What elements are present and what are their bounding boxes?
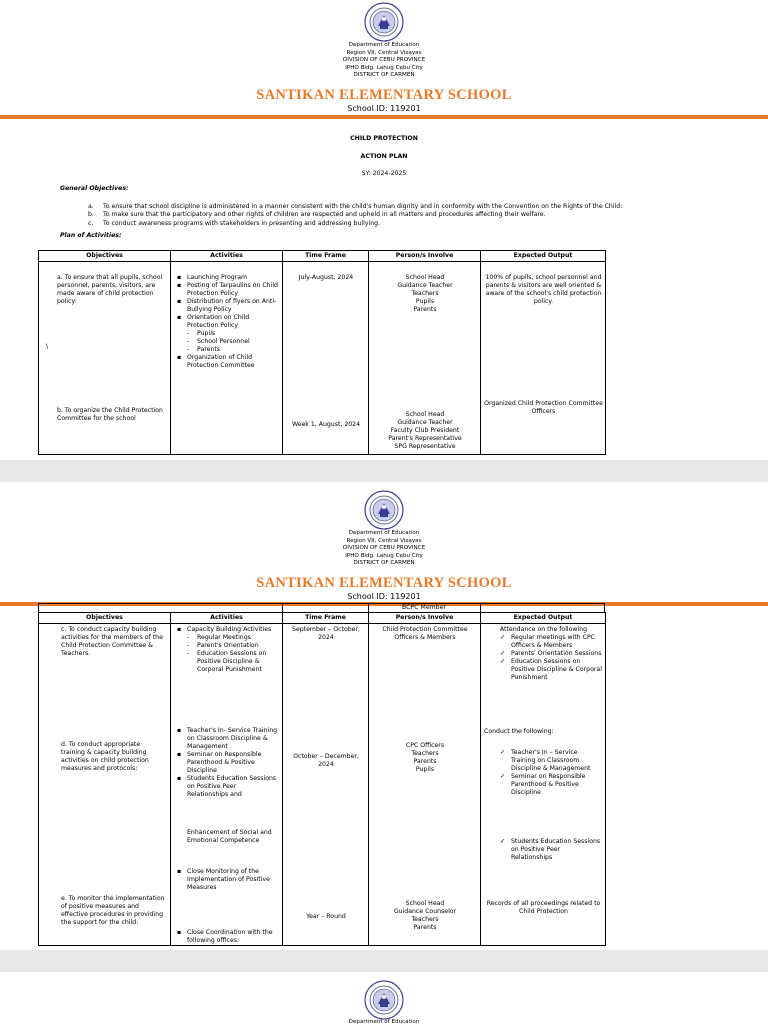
page-separator [0, 460, 768, 482]
col-header-activities: Activities [171, 613, 283, 624]
plan-table-page1 [38, 250, 606, 455]
expected-output-d-list [493, 749, 603, 797]
objective-a: a. To ensure that all pupils, school personnel, parents, visitors, are made aware of child protection policy: [57, 274, 163, 305]
objective-a-mark: a. [88, 203, 94, 210]
person: Parent's Representative [388, 435, 462, 442]
list-item: ▪ Capacity Building Activities [187, 626, 279, 634]
list-item: ▪ Close Coordination with the following offices: [187, 929, 279, 945]
objective-b: b. To organize the Child Protection Committee for the school [57, 407, 163, 422]
agency-line: Department of Education [348, 530, 420, 536]
agency-line: DISTRICT OF CARMEN [353, 72, 415, 79]
list-item: ✓ Education Sessions on Positive Discipline & Corporal Punishment [511, 658, 603, 682]
objective-c-mark: c. [88, 220, 94, 227]
school-id: School ID: 119201 [347, 104, 421, 113]
person: School Head [405, 274, 445, 281]
sub-activity-list [175, 330, 279, 354]
table-row [39, 262, 606, 455]
list-item: ✓ Teacher's In – Service Training on Classroom Discipline & Management [511, 749, 603, 773]
plan-of-activities-label: Plan of Activities: [60, 232, 122, 239]
school-year: SY: 2024-2025 [361, 170, 407, 177]
list-item: - Pupils [197, 330, 279, 338]
col-header-persons: Person/s Involve [369, 613, 481, 624]
agency-line: Region VII, Central Visayas [346, 537, 422, 544]
plan-table-page2 [38, 612, 606, 946]
table-header-row [39, 251, 606, 262]
objective-d: d. To conduct appropriate training & capacity building activities on child protection measures and protocols: [61, 741, 149, 772]
agency-line: IPHO Bldg. Lahug Cebu City [345, 64, 423, 71]
list-item: ▪ Close Monitoring of the Implementation of Positive Measures [187, 868, 279, 892]
list-item: ▪ Posting of Tarpaulins on Child Protection Policy [187, 282, 279, 298]
col-header-time-frame: Time Frame [283, 251, 369, 262]
list-item: - Regular Meetings [197, 634, 279, 642]
deped-seal-icon [364, 2, 404, 42]
school-name: SANTIKAN ELEMENTARY SCHOOL [256, 575, 512, 591]
list-item: ✓ Regular meetings with CPC Officers & Members [511, 634, 603, 650]
list-item: - Parents [197, 346, 279, 354]
person: Faculty Club President [390, 427, 460, 434]
activity-list [175, 868, 279, 892]
stray-backslash: \ [46, 343, 49, 350]
col-header-objectives: Objectives [39, 251, 171, 262]
person: Guidance Counselor [393, 908, 457, 915]
list-item: ✓ Seminar on Responsible Parenthood & Positive Discipline [511, 773, 603, 797]
deped-seal-icon [364, 490, 404, 530]
person: Teachers [411, 290, 439, 297]
agency-line: Region VII, Central Visayas [346, 49, 422, 56]
person: Parents [413, 758, 437, 765]
person: Child Protection Committee [382, 626, 468, 633]
persons-b [371, 411, 479, 451]
school-name: SANTIKAN ELEMENTARY SCHOOL [256, 87, 512, 103]
person: Guidance Teacher [397, 419, 453, 426]
agency-line: IPHO Bldg. Lahug Cebu City [345, 552, 423, 559]
table-row [39, 624, 606, 946]
person: Pupils [415, 766, 435, 773]
col-header-activities: Activities [171, 251, 283, 262]
deped-seal-icon [364, 980, 404, 1020]
list-item: ▪ Launching Program [187, 274, 279, 282]
person: SPG Representative [394, 443, 456, 450]
objective-b-text: To make sure that the participatory and other rights of children are respected and upheld in all matters and procedures affecting their welfare. [103, 211, 546, 218]
list-item: ▪ Seminar on Responsible Parenthood & Positive Discipline [187, 751, 279, 775]
list-item: ✓ Parents' Orientation Sessions [511, 650, 603, 658]
time-frame-e: Year – Round [306, 913, 346, 920]
time-frame-d: October – December, 2024 [293, 753, 359, 768]
agency-line: Department of Education [348, 42, 420, 48]
persons-e [371, 900, 479, 932]
list-item: ▪ Students Education Sessions on Positive Peer Relationships and [187, 775, 279, 799]
expected-output-d-list-cont [493, 838, 603, 862]
col-header-objectives: Objectives [39, 613, 171, 624]
activity-continuation: Enhancement of Social and Emotional Competence [187, 829, 272, 844]
carry-over-strip [38, 603, 605, 612]
agency-header-partial [0, 1019, 768, 1027]
header-rule [0, 115, 768, 119]
page-separator [0, 950, 768, 972]
doc-subtitle: ACTION PLAN [360, 153, 408, 160]
general-objectives-label: General Objectives: [60, 185, 129, 192]
activity-list-cont [175, 354, 279, 370]
person: School Head [405, 411, 445, 418]
person: CPC Officers [405, 742, 445, 749]
expected-output-b: Organized Child Protection Committee Officers [484, 400, 603, 415]
sub-activity-list [175, 634, 279, 674]
carry-over-text: BCPC Member [402, 604, 446, 611]
agency-header [0, 530, 768, 568]
list-item: - School Personnel [197, 338, 279, 346]
time-frame-a: July-August, 2024 [298, 274, 354, 281]
objective-c: c. To conduct capacity building activities for the members of the Child Protection Committee & Teachers. [61, 626, 163, 657]
expected-output-d-intro: Conduct the following: [484, 728, 554, 735]
col-header-persons: Person/s Involve [369, 251, 481, 262]
person: Teachers [411, 916, 439, 923]
objective-b-mark: b. [88, 211, 94, 218]
activity-list [175, 929, 279, 945]
table-header-row [39, 613, 606, 624]
list-item: ▪ Orientation on Child Protection Policy [187, 314, 279, 330]
time-frame-b: Week 1, August, 2024 [291, 421, 361, 428]
list-item: ▪ Teacher's In- Service Training on Classroom Discipline & Management [187, 727, 279, 751]
col-header-expected-output: Expected Output [481, 613, 606, 624]
activity-list [175, 274, 279, 330]
person: School Head [405, 900, 445, 907]
persons-d [371, 742, 479, 774]
expected-output-c-intro: Attendance on the following [499, 626, 588, 633]
persons-a [371, 274, 479, 314]
objective-e: e. To monitor the implementation of positive measures and effective procedures in providing the support for the child: [61, 895, 165, 926]
person: Guidance Teacher [397, 282, 453, 289]
agency-header [0, 42, 768, 80]
activity-list [175, 727, 279, 799]
school-id: School ID: 119201 [347, 592, 421, 601]
agency-line: Department of Education [348, 1019, 420, 1025]
expected-output-c-list [493, 634, 603, 682]
agency-line: DIVISION OF CEBU PROVINCE [342, 57, 426, 64]
expected-output-e: Records of all proceedings related to Child Protection [486, 900, 601, 915]
person: Officers & Members [394, 634, 456, 641]
agency-line: DIVISION OF CEBU PROVINCE [342, 545, 426, 552]
list-item: ✓ Students Education Sessions on Positive Peer Relationships [511, 838, 603, 862]
list-item: - Parent's Orientation [197, 642, 279, 650]
doc-title: CHILD PROTECTION [350, 135, 418, 142]
time-frame-c: September – October, 2024 [292, 626, 360, 641]
col-header-time-frame: Time Frame [283, 613, 369, 624]
col-header-expected-output: Expected Output [481, 251, 606, 262]
person: Parents [413, 306, 437, 313]
person: Pupils [415, 298, 435, 305]
objective-c-text: To conduct awareness programs with stakeholders in presenting and addressing bullying. [103, 220, 381, 227]
person: Parents [413, 924, 437, 931]
person: Teachers [411, 750, 439, 757]
expected-output-a: 100% of pupils, school personnel and parents & visitors are well oriented & aware of the school's child protection policy. [485, 274, 602, 305]
persons-c [371, 626, 479, 642]
agency-line: DISTRICT OF CARMEN [353, 560, 415, 567]
list-item: ▪ Organization of Child Protection Committee [187, 354, 279, 370]
list-item: - Education Sessions on Positive Discipline & Corporal Punishment [197, 650, 279, 674]
objective-a-text: To ensure that school discipline is administered in a manner consistent with the child's human dignity and in conformity with the Convention on the Rights of the Child: [103, 203, 623, 210]
list-item: ▪ Distribution of flyers on Anti-Bullying Policy [187, 298, 279, 314]
activity-list [175, 626, 279, 634]
